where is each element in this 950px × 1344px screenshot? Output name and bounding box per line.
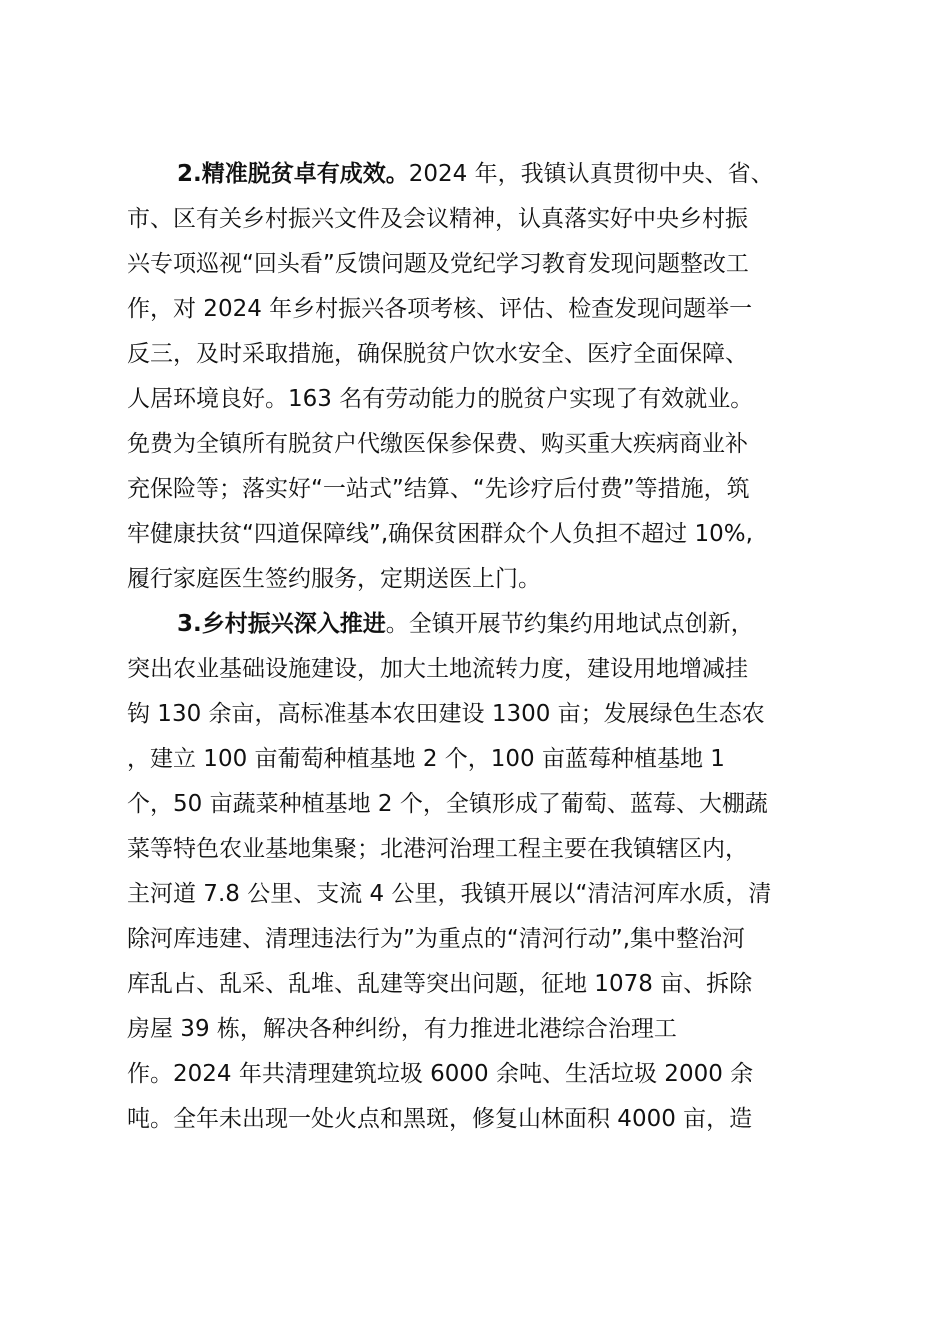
paragraph-line: 钩 130 余亩，高标准基本农田建设 1300 亩；发展绿色生态农: [127, 701, 765, 727]
paragraph-line: 库乱占、乱采、乱堆、乱建等突出问题，征地 1078 亩、拆除: [127, 971, 753, 997]
paragraph-line: 兴专项巡视“回头看”反馈问题及党纪学习教育发现问题整改工: [127, 251, 749, 277]
paragraph-line: 作，对 2024 年乡村振兴各项考核、评估、检查发现问题举一: [127, 296, 753, 322]
paragraph-line: 市、区有关乡村振兴文件及会议精神，认真落实好中央乡村振: [127, 206, 748, 232]
paragraph-line: ，建立 100 亩葡萄种植基地 2 个，100 亩蓝莓种植基地 1: [127, 746, 725, 772]
paragraph-line: 充保险等；落实好“一站式”结算、“先诊疗后付费”等措施，筑: [127, 476, 750, 502]
paragraph-line: 人居环境良好。163 名有劳动能力的脱贫户实现了有效就业。: [127, 386, 754, 412]
paragraph-heading: 2.精准脱贫卓有成效。: [177, 161, 409, 187]
paragraph-line: 菜等特色农业基地集聚；北港河治理工程主要在我镇辖区内，: [127, 836, 748, 862]
paragraph-line: 履行家庭医生签约服务，定期送医上门。: [127, 566, 541, 592]
paragraph-line: 吨。全年未出现一处火点和黑斑，修复山林面积 4000 亩，造: [127, 1106, 753, 1132]
document-body: [127, 152, 832, 1142]
paragraph-line: [127, 152, 832, 197]
paragraph-line: 作。2024 年共清理建筑垃圾 6000 余吨、生活垃圾 2000 余: [127, 1061, 754, 1087]
paragraph-line: 反三，及时采取措施，确保脱贫户饮水安全、医疗全面保障、: [127, 341, 748, 367]
paragraph-text: 2024 年，我镇认真贯彻中央、省、: [408, 161, 774, 187]
paragraph-line: 个，50 亩蔬菜种植基地 2 个，全镇形成了葡萄、蓝莓、大棚蔬: [127, 791, 768, 817]
paragraph-line: 除河库违建、清理违法行为”为重点的“清河行动”,集中整治河: [127, 926, 746, 952]
paragraph-line: [127, 602, 832, 647]
paragraph-line: 免费为全镇所有脱贫户代缴医保参保费、购买重大疾病商业补: [127, 431, 748, 457]
paragraph-heading: 3.乡村振兴深入推进: [177, 611, 386, 637]
paragraph-line: 主河道 7.8 公里、支流 4 公里，我镇开展以“清洁河库水质，清: [127, 881, 772, 907]
paragraph-line: 突出农业基础设施建设，加大土地流转力度，建设用地增减挂: [127, 656, 748, 682]
paragraph-line: 房屋 39 栋，解决各种纠纷，有力推进北港综合治理工: [127, 1016, 677, 1042]
paragraph-line: 牢健康扶贫“四道保障线”,确保贫困群众个人负担不超过 10%,: [127, 521, 753, 547]
paragraph-text: 。全镇开展节约集约用地试点创新，: [385, 611, 754, 637]
